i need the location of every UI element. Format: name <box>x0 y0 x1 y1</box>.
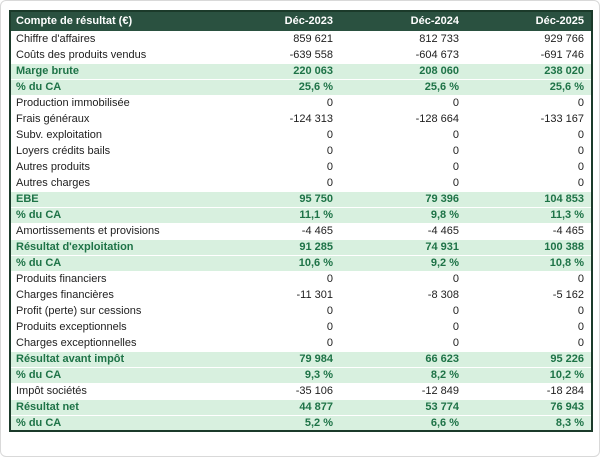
row-label: EBE <box>10 191 214 207</box>
row-label: % du CA <box>10 79 214 95</box>
column-header-dec-2025: Déc-2025 <box>466 11 592 31</box>
cell-value: 79 984 <box>214 351 340 367</box>
cell-value: 25,6 % <box>466 79 592 95</box>
cell-value: 95 750 <box>214 191 340 207</box>
cell-value: -691 746 <box>466 47 592 63</box>
cell-value: 76 943 <box>466 399 592 415</box>
cell-value: 0 <box>466 95 592 111</box>
cell-value: 0 <box>214 271 340 287</box>
cell-value: 0 <box>466 319 592 335</box>
table-row <box>10 383 592 399</box>
cell-value: 66 623 <box>340 351 466 367</box>
cell-value: 0 <box>214 303 340 319</box>
cell-value: 95 226 <box>466 351 592 367</box>
row-label: Résultat net <box>10 399 214 415</box>
cell-value: -128 664 <box>340 111 466 127</box>
cell-value: 0 <box>340 127 466 143</box>
cell-value: 74 931 <box>340 239 466 255</box>
table-row <box>10 127 592 143</box>
table-header <box>10 11 592 31</box>
table-title: Compte de résultat (€) <box>10 11 214 31</box>
cell-value: 220 063 <box>214 63 340 79</box>
cell-value: -4 465 <box>214 223 340 239</box>
cell-value: 0 <box>466 175 592 191</box>
cell-value: -35 106 <box>214 383 340 399</box>
table-row <box>10 415 592 431</box>
cell-value: 0 <box>340 143 466 159</box>
table-row <box>10 207 592 223</box>
table-row <box>10 31 592 47</box>
table-row <box>10 79 592 95</box>
cell-value: 859 621 <box>214 31 340 47</box>
cell-value: 0 <box>340 319 466 335</box>
row-label: % du CA <box>10 255 214 271</box>
table-body <box>10 31 592 431</box>
cell-value: 9,8 % <box>340 207 466 223</box>
cell-value: 0 <box>466 303 592 319</box>
cell-value: 6,6 % <box>340 415 466 431</box>
table-row <box>10 255 592 271</box>
table-row <box>10 335 592 351</box>
cell-value: 0 <box>214 127 340 143</box>
cell-value: -4 465 <box>340 223 466 239</box>
table-row <box>10 111 592 127</box>
cell-value: 0 <box>466 335 592 351</box>
cell-value: 9,3 % <box>214 367 340 383</box>
row-label: % du CA <box>10 207 214 223</box>
row-label: Produits exceptionnels <box>10 319 214 335</box>
table-row <box>10 239 592 255</box>
row-label: Résultat avant impôt <box>10 351 214 367</box>
cell-value: 0 <box>214 175 340 191</box>
row-label: % du CA <box>10 415 214 431</box>
cell-value: -8 308 <box>340 287 466 303</box>
cell-value: 79 396 <box>340 191 466 207</box>
cell-value: 5,2 % <box>214 415 340 431</box>
cell-value: -124 313 <box>214 111 340 127</box>
table-row <box>10 143 592 159</box>
cell-value: 10,6 % <box>214 255 340 271</box>
row-label: Profit (perte) sur cessions <box>10 303 214 319</box>
cell-value: 0 <box>340 175 466 191</box>
cell-value: -133 167 <box>466 111 592 127</box>
row-label: Frais généraux <box>10 111 214 127</box>
row-label: Marge brute <box>10 63 214 79</box>
cell-value: 0 <box>340 95 466 111</box>
cell-value: 0 <box>466 271 592 287</box>
row-label: Coûts des produits vendus <box>10 47 214 63</box>
cell-value: -5 162 <box>466 287 592 303</box>
cell-value: 0 <box>466 143 592 159</box>
cell-value: -604 673 <box>340 47 466 63</box>
table-row <box>10 399 592 415</box>
income-statement-table <box>9 10 593 432</box>
cell-value: 9,2 % <box>340 255 466 271</box>
table-row <box>10 63 592 79</box>
cell-value: 0 <box>340 335 466 351</box>
cell-value: 11,1 % <box>214 207 340 223</box>
column-header-dec-2024: Déc-2024 <box>340 11 466 31</box>
cell-value: 0 <box>214 143 340 159</box>
cell-value: 208 060 <box>340 63 466 79</box>
table-header-row <box>10 11 592 31</box>
table-row <box>10 159 592 175</box>
row-label: Charges exceptionnelles <box>10 335 214 351</box>
cell-value: 0 <box>466 127 592 143</box>
table-row <box>10 271 592 287</box>
cell-value: 929 766 <box>466 31 592 47</box>
cell-value: -639 558 <box>214 47 340 63</box>
row-label: Amortissements et provisions <box>10 223 214 239</box>
cell-value: -12 849 <box>340 383 466 399</box>
table-row <box>10 223 592 239</box>
row-label: Charges financières <box>10 287 214 303</box>
row-label: Autres produits <box>10 159 214 175</box>
cell-value: 10,2 % <box>466 367 592 383</box>
row-label: Loyers crédits bails <box>10 143 214 159</box>
table-row <box>10 319 592 335</box>
cell-value: 0 <box>340 159 466 175</box>
cell-value: 91 285 <box>214 239 340 255</box>
row-label: Chiffre d'affaires <box>10 31 214 47</box>
cell-value: 25,6 % <box>214 79 340 95</box>
table-row <box>10 191 592 207</box>
row-label: Subv. exploitation <box>10 127 214 143</box>
cell-value: 0 <box>340 271 466 287</box>
cell-value: -11 301 <box>214 287 340 303</box>
cell-value: 25,6 % <box>340 79 466 95</box>
column-header-dec-2023: Déc-2023 <box>214 11 340 31</box>
cell-value: 0 <box>340 303 466 319</box>
table-row <box>10 351 592 367</box>
table-row <box>10 303 592 319</box>
cell-value: 10,8 % <box>466 255 592 271</box>
row-label: Production immobilisée <box>10 95 214 111</box>
cell-value: 238 020 <box>466 63 592 79</box>
cell-value: -4 465 <box>466 223 592 239</box>
cell-value: 0 <box>214 335 340 351</box>
table-row <box>10 95 592 111</box>
cell-value: 53 774 <box>340 399 466 415</box>
cell-value: 812 733 <box>340 31 466 47</box>
cell-value: 0 <box>214 95 340 111</box>
row-label: Impôt sociétés <box>10 383 214 399</box>
row-label: Autres charges <box>10 175 214 191</box>
table-row <box>10 367 592 383</box>
table-row <box>10 47 592 63</box>
cell-value: 0 <box>214 319 340 335</box>
cell-value: -18 284 <box>466 383 592 399</box>
cell-value: 11,3 % <box>466 207 592 223</box>
cell-value: 0 <box>466 159 592 175</box>
cell-value: 8,3 % <box>466 415 592 431</box>
row-label: % du CA <box>10 367 214 383</box>
row-label: Produits financiers <box>10 271 214 287</box>
table-row <box>10 287 592 303</box>
cell-value: 44 877 <box>214 399 340 415</box>
row-label: Résultat d'exploitation <box>10 239 214 255</box>
table-row <box>10 175 592 191</box>
cell-value: 100 388 <box>466 239 592 255</box>
cell-value: 0 <box>214 159 340 175</box>
cell-value: 8,2 % <box>340 367 466 383</box>
cell-value: 104 853 <box>466 191 592 207</box>
